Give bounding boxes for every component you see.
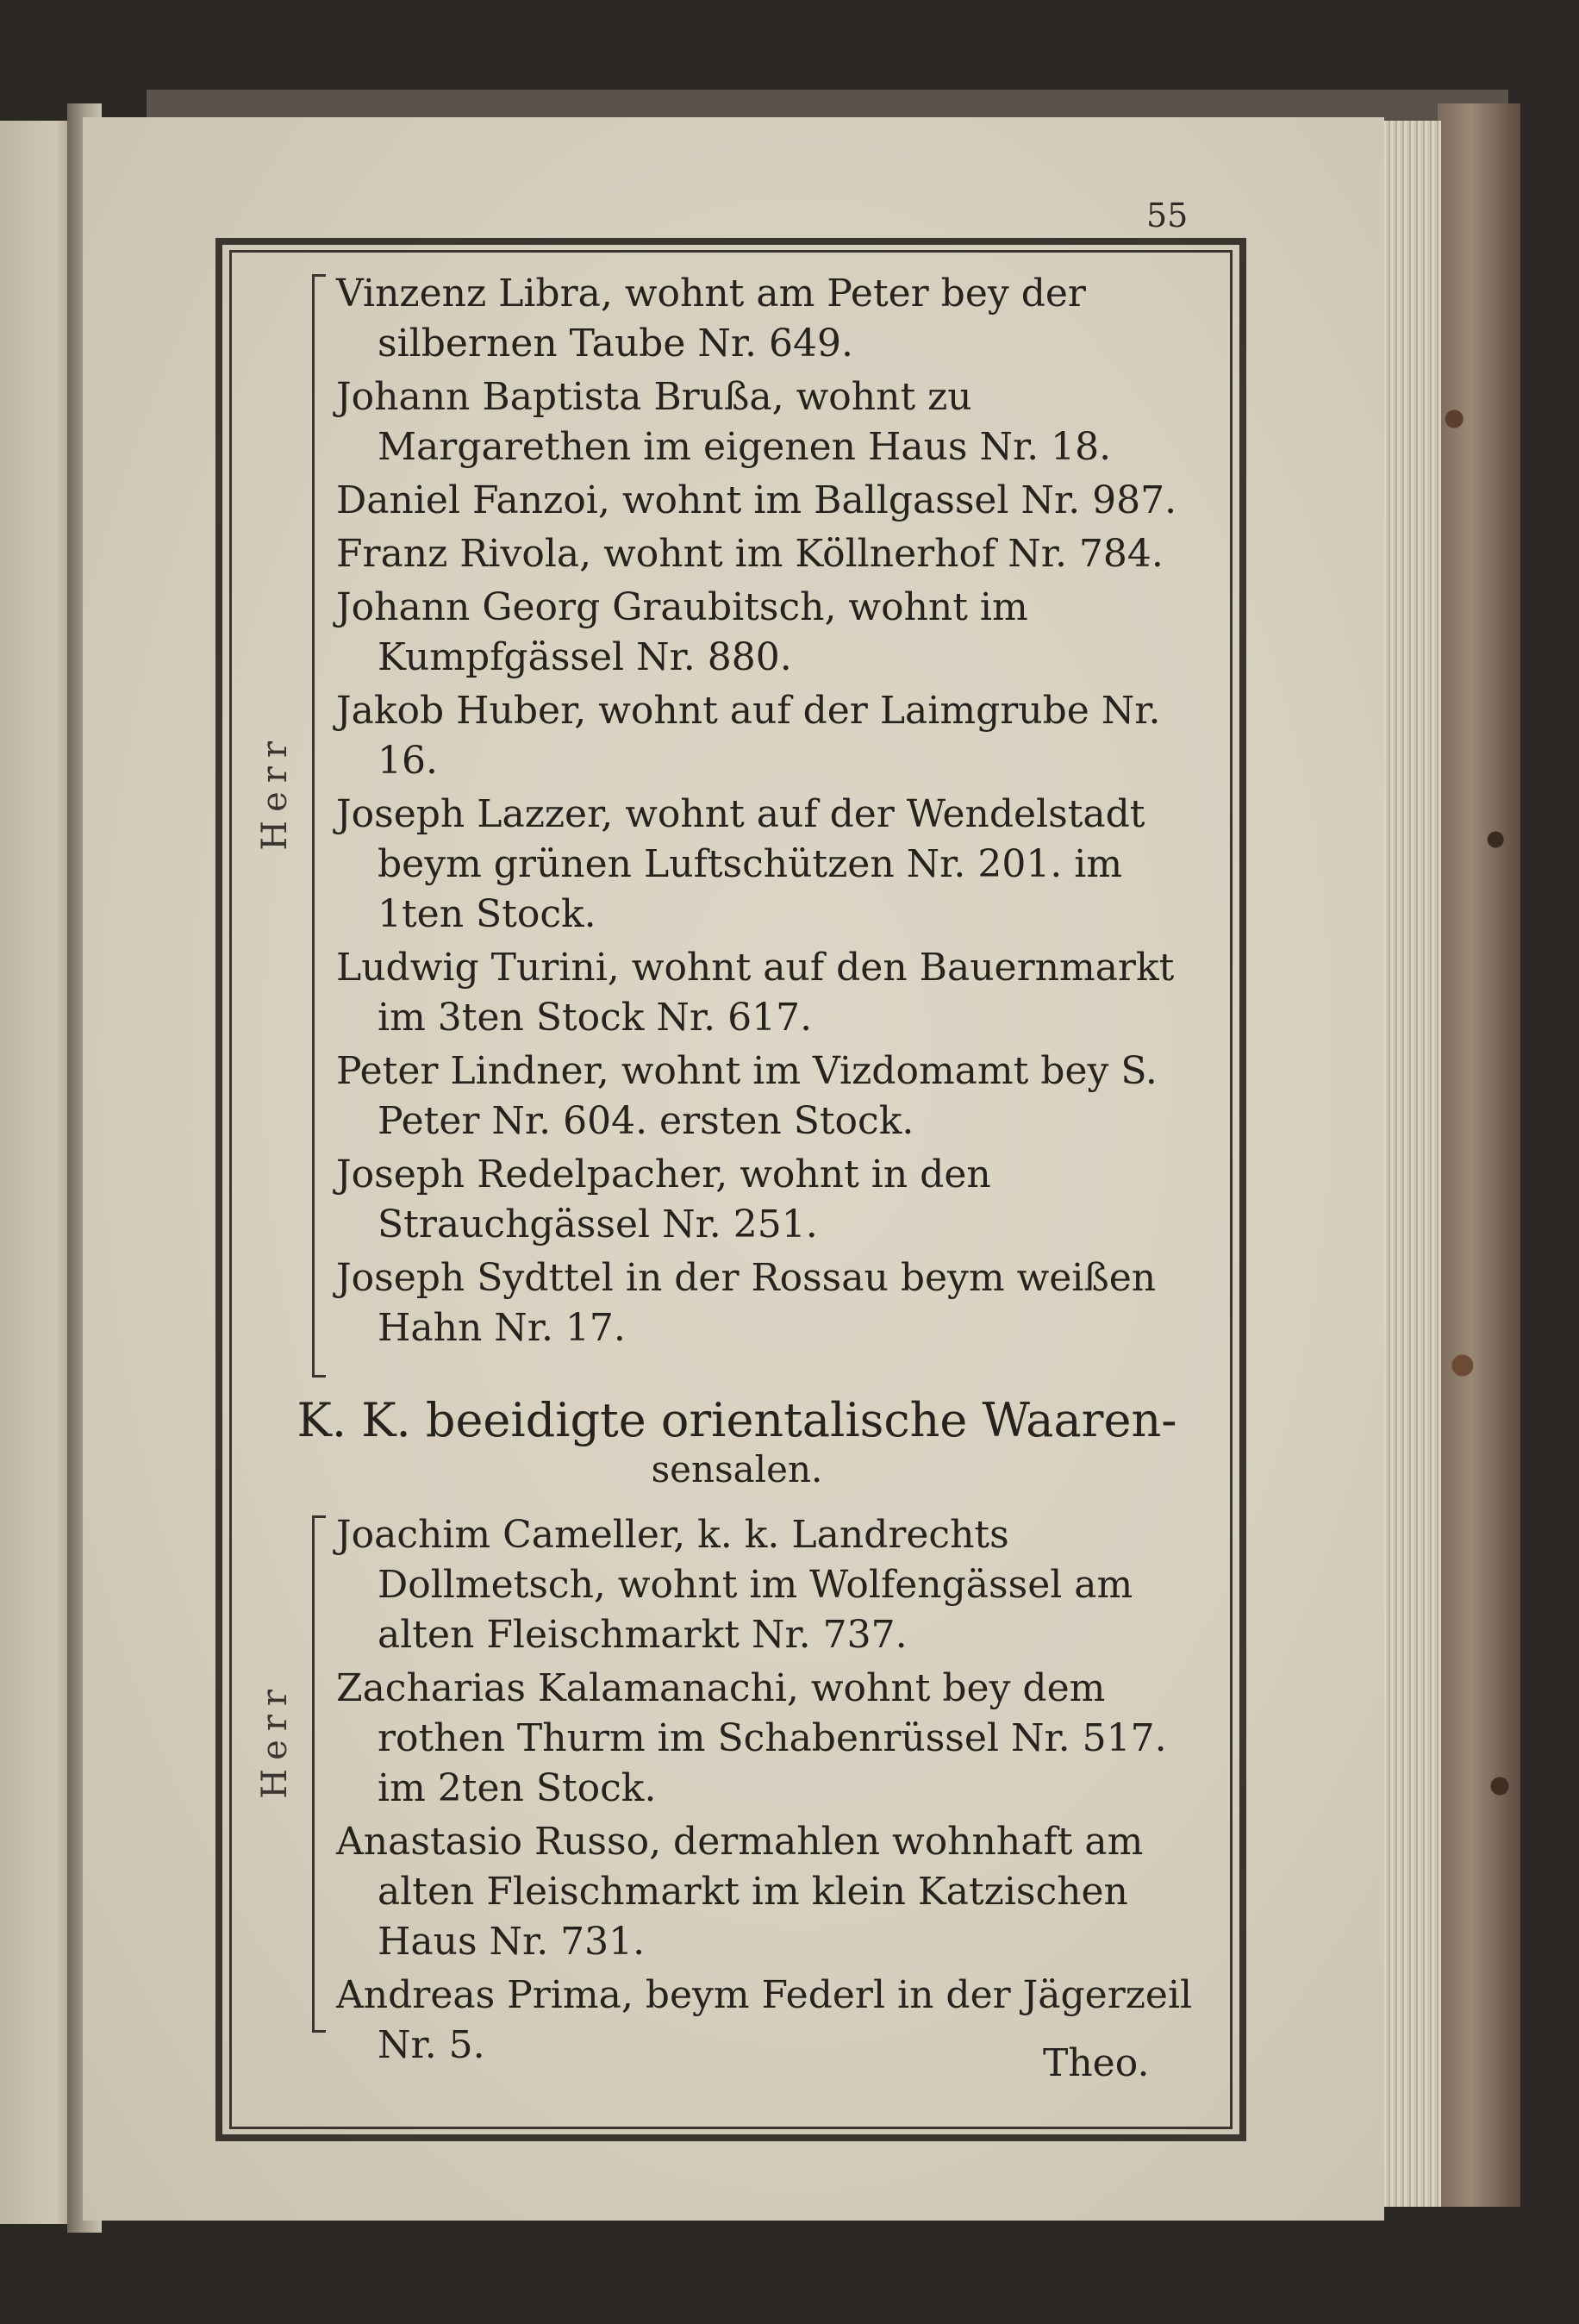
side-label-section1: Herr [255, 733, 295, 851]
list-item: Johann Baptista Brußa, wohnt zu Margarethen im eigenen Haus Nr. 18. [336, 375, 1112, 469]
entry-list-section2 [336, 1510, 1198, 2074]
list-item: Franz Rivola, wohnt im Köllnerhof Nr. 784. [336, 532, 1164, 576]
side-label-section2: Herr [255, 1681, 295, 1799]
list-item: Joseph Redelpacher, wohnt in den Strauchgässel Nr. 251. [336, 1153, 991, 1246]
bracket-section2 [312, 1515, 326, 2033]
section-heading: K. K. beeidigte orientalische Waaren- [296, 1393, 1177, 1447]
list-item: Vinzenz Libra, wohnt am Peter bey der silbernen Taube Nr. 649. [336, 272, 1086, 365]
list-item: Anastasio Russo, dermahlen wohnhaft am alten Fleischmarkt im klein Katzischen Haus Nr. 731. [336, 1820, 1144, 1964]
list-item: Zacharias Kalamanachi, wohnt bey dem rothen Thurm im Schabenrüssel Nr. 517. im 2ten Stock. [336, 1666, 1167, 1810]
entry-list-section1 [336, 269, 1198, 1357]
list-item: Johann Georg Graubitsch, wohnt im Kumpfgässel Nr. 880. [336, 585, 1028, 679]
marbled-cover-edge [1438, 103, 1520, 2207]
list-item: Andreas Prima, beym Federl in der Jägerzeil Nr. 5. [336, 1973, 1193, 2067]
page-number: 55 [1146, 197, 1189, 234]
section-subheading: sensalen. [651, 1448, 823, 1490]
list-item: Ludwig Turini, wohnt auf den Bauernmarkt im 3ten Stock Nr. 617. [336, 946, 1175, 1040]
list-item: Joseph Sydttel in der Rossau beym weißen Hahn Nr. 17. [336, 1256, 1157, 1350]
list-item: Joseph Lazzer, wohnt auf der Wendelstadt beym grünen Luftschützen Nr. 201. im 1ten Stock. [336, 792, 1145, 936]
list-item: Peter Lindner, wohnt im Vizdomamt bey S. Peter Nr. 604. ersten Stock. [336, 1049, 1158, 1143]
list-item: Joachim Cameller, k. k. Landrechts Dollmetsch, wohnt im Wolfengässel am alten Fleischmarkt Nr. 737. [336, 1513, 1133, 1657]
bracket-section1 [312, 274, 326, 1378]
list-item: Jakob Huber, wohnt auf der Laimgrube Nr. 16. [336, 689, 1161, 783]
list-item: Daniel Fanzoi, wohnt im Ballgassel Nr. 987. [336, 478, 1177, 522]
page-edges [1379, 121, 1441, 2207]
catchword: Theo. [1043, 2041, 1150, 2085]
